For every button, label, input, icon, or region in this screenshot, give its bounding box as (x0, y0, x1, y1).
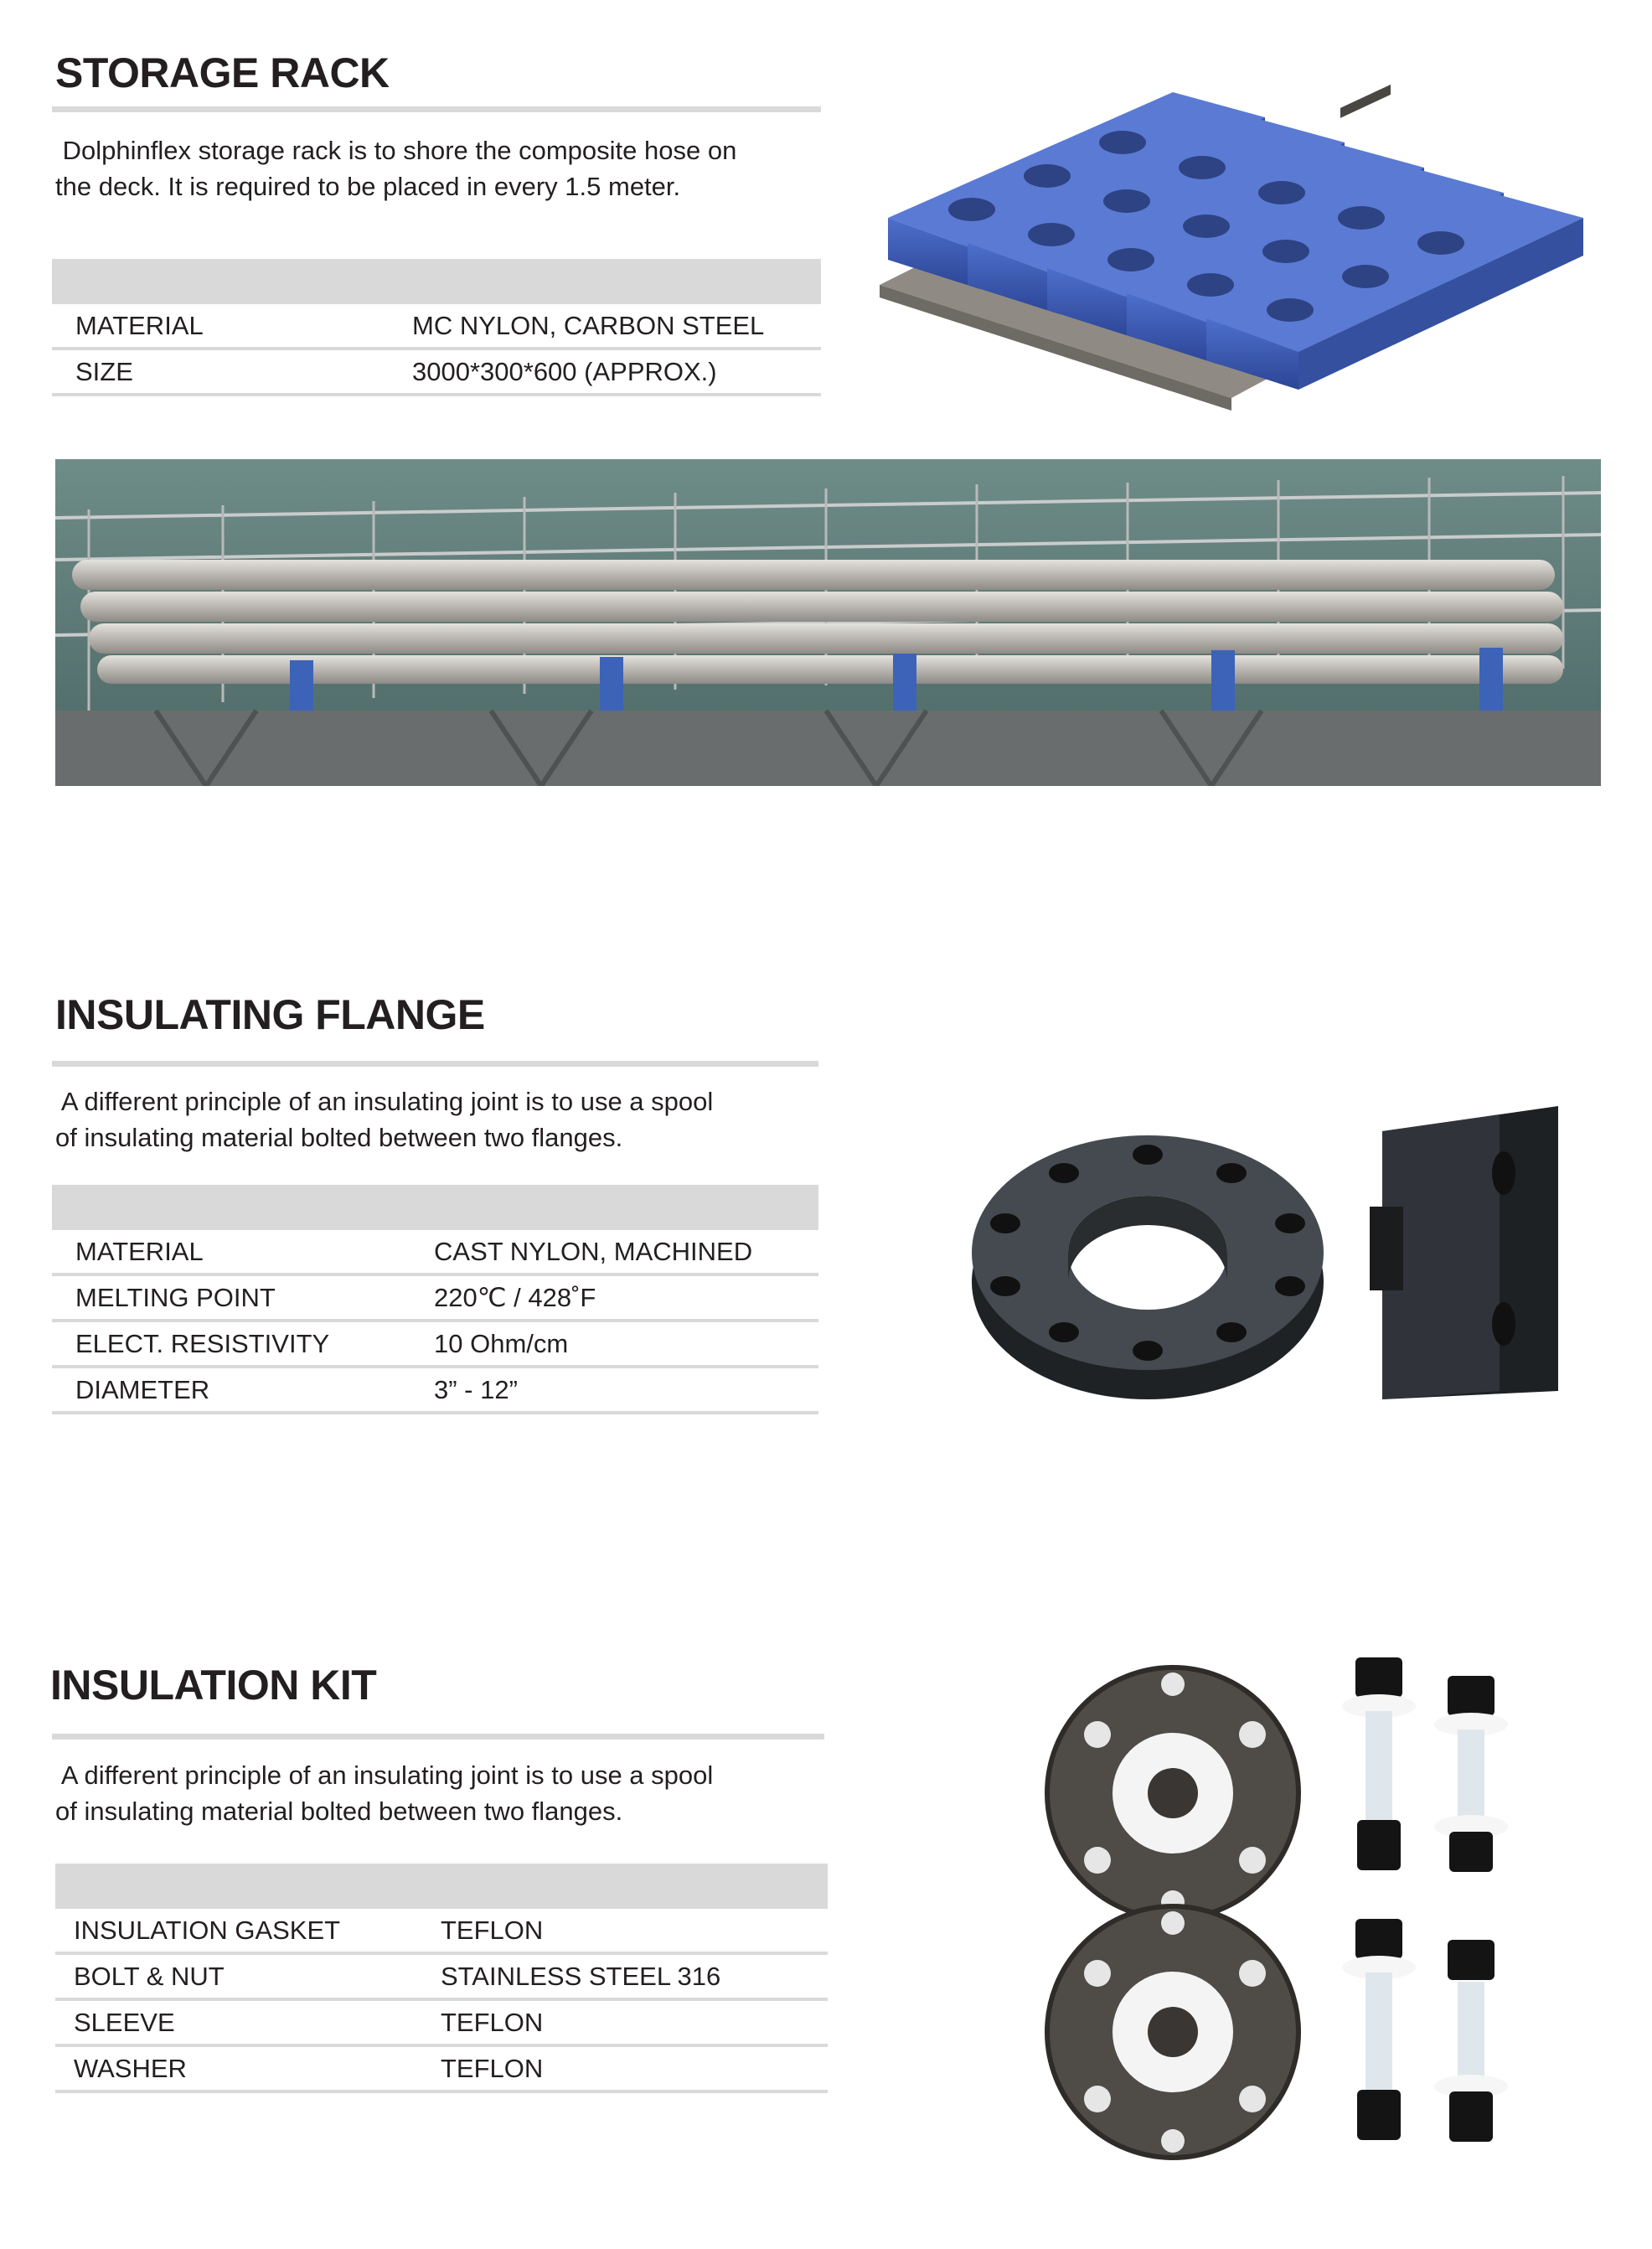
spec-label: SLEEVE (74, 2007, 175, 2037)
insulating-flange-description: A different principle of an insulating joint is to use a spool of insulating material bolted between two flanges. (55, 1087, 714, 1152)
spec-value: 3” - 12” (434, 1374, 518, 1404)
insulating-flange-spec-table (52, 1185, 818, 1414)
table-row (52, 1230, 818, 1276)
insulating-flange-image (955, 1081, 1575, 1416)
storage-rack-image (871, 84, 1608, 411)
spec-value: TEFLON (441, 2053, 544, 2083)
spec-value: 3000*300*600 (APPROX.) (412, 356, 717, 386)
insulation-kit-image (1022, 1651, 1592, 2179)
spec-label: MATERIAL (75, 1236, 204, 1266)
spec-value: CAST NYLON, MACHINED (434, 1236, 753, 1266)
spec-value: STAINLESS STEEL 316 (441, 1961, 721, 1991)
spec-label: MELTING POINT (75, 1282, 276, 1312)
insulation-kit-title-rule (52, 1734, 824, 1740)
table-row (52, 1276, 818, 1322)
spec-value: TEFLON (441, 2007, 544, 2037)
spec-label: MATERIAL (75, 310, 204, 340)
spec-table-header (52, 1185, 818, 1230)
insulation-kit-illustration (1022, 1651, 1592, 2179)
spec-label: SIZE (75, 356, 133, 386)
storage-rack-description: Dolphinflex storage rack is to shore the composite hose on the deck. It is required to be placed in every 1.5 meter. (55, 136, 737, 201)
spec-value: TEFLON (441, 1915, 544, 1945)
spec-label: WASHER (74, 2053, 187, 2083)
spec-label: BOLT & NUT (74, 1961, 225, 1991)
spec-label: INSULATION GASKET (74, 1915, 341, 1945)
hose-deck-photo (55, 459, 1601, 786)
spec-value: 10 Ohm/cm (434, 1328, 569, 1358)
storage-rack-spec-table (52, 259, 821, 396)
table-row (52, 304, 821, 350)
storage-rack-title-rule (52, 106, 821, 112)
insulation-kit-spec-table (55, 1864, 828, 2093)
nylon-spool-illustration (955, 1081, 1575, 1416)
table-row (52, 350, 821, 396)
storage-rack-title: STORAGE RACK (55, 49, 390, 96)
spec-value: MC NYLON, CARBON STEEL (412, 310, 765, 340)
hose-deck-illustration (55, 459, 1601, 786)
table-row (55, 1955, 828, 2001)
table-row (52, 1322, 818, 1368)
table-row (55, 2047, 828, 2093)
insulation-kit-title: INSULATION KIT (50, 1662, 377, 1709)
table-row (55, 2001, 828, 2047)
storage-rack-illustration (871, 84, 1608, 411)
insulating-flange-title-rule (52, 1061, 818, 1067)
insulating-flange-title: INSULATING FLANGE (55, 991, 485, 1038)
spec-table-header (52, 259, 821, 304)
spec-value: 220℃ / 428˚F (434, 1282, 596, 1312)
table-row (55, 1909, 828, 1955)
spec-table-header (55, 1864, 828, 1909)
table-row (52, 1368, 818, 1414)
spec-label: ELECT. RESISTIVITY (75, 1328, 330, 1358)
insulation-kit-description: A different principle of an insulating joint is to use a spool of insulating material bolted between two flanges. (55, 1760, 714, 1826)
spec-label: DIAMETER (75, 1374, 210, 1404)
